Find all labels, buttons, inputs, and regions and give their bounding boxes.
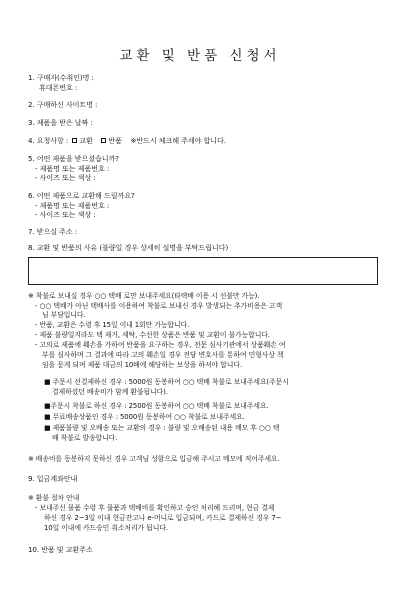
item-site-name: 2. 구매하신 사이트명 : [28,100,98,109]
item-deposit-account: 9. 입금계좌안내 [28,474,78,483]
item-shipping-address: 7. 받으실 주소 : [28,227,78,236]
shipping-prepaid-cont: 결제하셨던 배송비가 함께 환불됩니다). [52,388,168,396]
refund-procedure-heading: ※ 환불 절차 안내 [28,494,80,502]
shipping-prepaid: ■ 주문시 선결제하신 경우 : 5000원 동봉하여 ○○ 택배 착불로 보내주세요(주문시 [44,378,289,386]
item-exchange-product: 6. 어떤 제품으로 교환해 드릴까요? [28,191,135,200]
notice-extra-cost: - ○○ 택배가 아닌 택배사를 이용하여 착불로 보내신 경우 발생되는 추가비용은 고객 [35,302,283,310]
exchange-option-label: 교환 [79,136,93,145]
notice-intentional-damage: - 고의로 제품에 훼손을 가하여 반품을 요구하는 경우, 전문 심사기관에서 상품훼손 여 [35,341,286,349]
shipping-cod: ■주문시 착불로 하신 경우 : 2500원 동봉하여 ○○ 택배 착불로 보내주세요. [44,402,269,410]
notice-intentional-damage-2: 부를 심사하며 그 결과에 따라 고의 훼손일 경우 전담 변호사를 통하여 민형사상 책 [42,351,284,359]
refund-procedure-2: 하신 경우 2~3일 이내 현금잔고나 e-머니로 입금되며, 카드로 결제하신 경우 7~ [44,514,282,522]
notice-15-days: - 반품, 교환은 수령 후 15일 이내 1회만 가능합니다. [35,321,190,329]
notice-extra-cost-cont: 님 부담입니다. [42,311,86,319]
item-reason: 8. 교환 및 반품의 사유 (불량일 경우 상세히 설명을 부탁드립니다) [28,243,229,252]
refund-procedure-3: 10일 이내에 카드승인 취소처리가 됩니다. [44,524,168,532]
exchange-checkbox[interactable] [72,138,77,143]
item-phone-number: 휴대폰번호 : [39,83,78,92]
received-product-name: - 제품명 또는 제품번호 : [35,164,110,173]
item-received-date: 3. 제품을 받은 날짜 : [28,118,93,127]
return-checkbox[interactable] [101,138,106,143]
notice-deposit-memo: ※ 배송비를 동봉하지 못하신 경우 고객님 성함으로 입금해 주시고 메모에 적어주세요. [28,455,280,463]
notice-cod-courier: ※ 착불로 보내실 경우 ○○ 택배 로만 보내주세요(타택배 이용 시 선불만 가능). [28,292,260,300]
shipping-free: ■ 무료배송상품인 경우 : 5000원 동봉하여 ○○ 착불로 보내주세요. [44,413,245,421]
item-request-type [28,136,226,145]
notice-intentional-damage-3: 임을 묻게 되며 제품 대금의 10배에 해당하는 보상을 하셔야 합니다. [42,361,242,369]
item-received-product: 5. 어떤 제품을 받으셨습니까? [28,154,119,163]
return-option-label: 반품 [108,136,122,145]
reason-input-box[interactable] [28,257,378,285]
check-required-note: ※반드시 체크해 주세야 합니다. [130,136,226,145]
notice-tag-removed: - 제품 불량일지라도 택 제거, 세탁, 수선한 상품은 반품 및 교환이 불가능합니다. [35,331,270,339]
form-title: 교환 및 반품 신청서 [119,48,281,64]
exchange-product-name: - 제품명 또는 제품번호 : [35,201,110,210]
exchange-size-color: - 사이즈 또는 색상 : [35,210,96,219]
received-size-color: - 사이즈 또는 색상 : [35,173,96,182]
item-buyer-name: 1. 구매자(수취인)명 : [28,73,94,82]
shipping-defect: ■ 제품불량 및 오배송 또는 교환의 경우 : 불량 및 오배송된 내용 메모 후 ○○ 택 [44,424,280,432]
item-return-address: 10. 반품 및 교환주소 [28,545,93,554]
refund-procedure-1: - 보내주신 물품 수령 후 물품과 택배비를 확인하고 승인 처리해 드리며, 현금 결제 [35,504,275,512]
request-type-label: 4. 요청사항 : [28,136,69,145]
shipping-defect-cont: 배 착불로 발송합니다. [52,434,118,442]
